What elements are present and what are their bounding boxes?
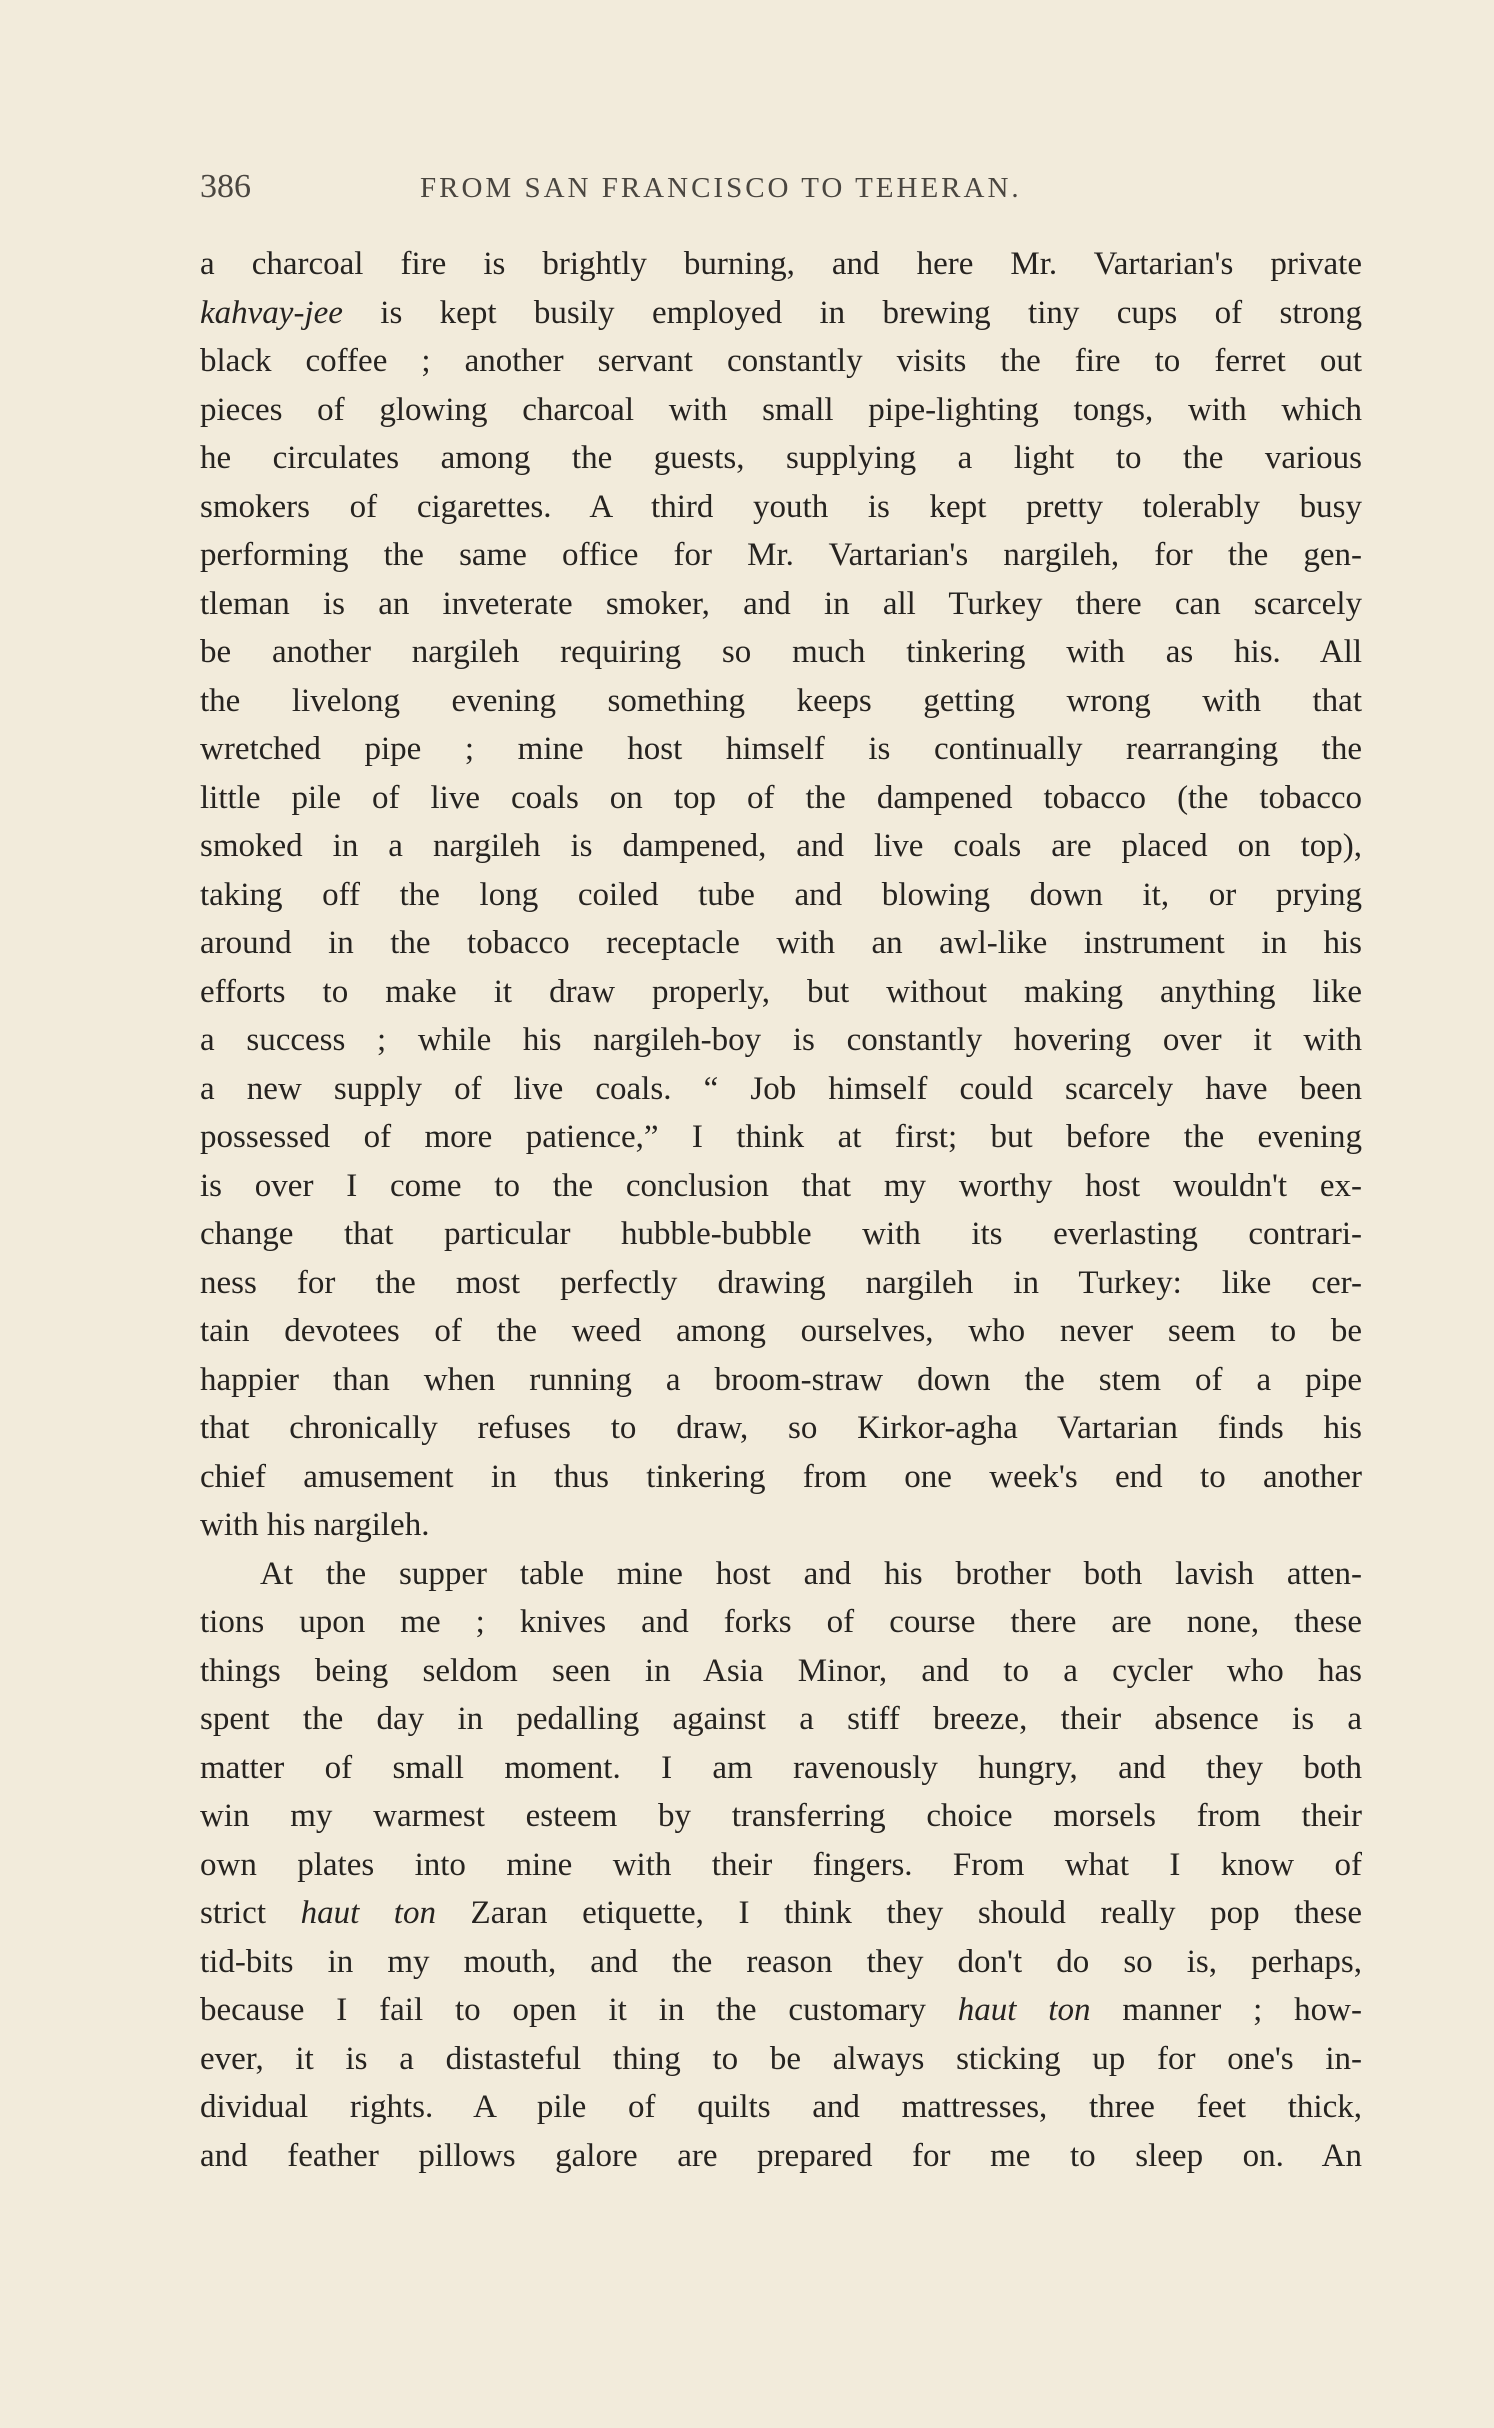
text-line: taking off the long coiled tube and blowing down it, or prying [200,876,1362,913]
text-line: the livelong evening something keeps getting wrong with that [200,682,1362,719]
text-line: tid-bits in my mouth, and the reason they don't do so is, perhaps, [200,1943,1362,1980]
text-line: smokers of cigarettes. A third youth is kept pretty tolerably busy [200,488,1362,525]
text-line: win my warmest esteem by transferring choice morsels from their [200,1798,1362,1834]
text-line: tions upon me ; knives and forks of course there are none, these [200,1604,1362,1640]
running-title: FROM SAN FRANCISCO TO TEHERAN. [420,172,1022,204]
text-line: and feather pillows galore are prepared for me to sleep on. An [200,2137,1362,2174]
page-number: 386 [200,168,251,205]
text-segment: is kept busily employed in brewing tiny cups of strong [342,294,1362,331]
text-line: that chronically refuses to draw, so Kirkor-agha Vartarian finds his [200,1410,1362,1446]
text-line: dividual rights. A pile of quilts and mattresses, three feet thick, [200,2089,1362,2125]
text-line: own plates into mine with their fingers. From what I know of [200,1846,1362,1883]
text-line: matter of small moment. I am ravenously hungry, and they both [200,1749,1362,1786]
text-line [200,289,1362,338]
text-line: spent the day in pedalling against a stiff breeze, their absence is a [200,1701,1362,1737]
text-line [200,1986,1362,2035]
text-line: things being seldom seen in Asia Minor, and to a cycler who has [200,1652,1362,1689]
text-line: chief amusement in thus tinkering from one week's end to another [200,1458,1362,1495]
text-line: possessed of more patience,” I think at first; but before the evening [200,1119,1362,1155]
text-line [200,1889,1362,1938]
text-segment: strict [200,1895,301,1931]
text-line: around in the tobacco receptacle with an awl-like instrument in his [200,925,1362,961]
text-line: be another nargileh requiring so much tinkering with as his. All [200,634,1362,670]
italic-term: kahvay-jee [200,294,343,331]
text-line: tain devotees of the weed among ourselves, who never seem to be [200,1313,1362,1349]
text-line: pieces of glowing charcoal with small pipe-lighting tongs, with which [200,391,1362,428]
text-line: is over I come to the conclusion that my worthy host wouldn't ex- [200,1167,1362,1204]
text-segment: because I fail to open it in the customary [200,1992,958,2028]
italic-term: haut ton [300,1895,436,1931]
text-line: performing the same office for Mr. Vartarian's nargileh, for the gen- [200,537,1362,573]
text-line: At the supper table mine host and his brother both lavish atten- [260,1555,1362,1592]
text-line: a success ; while his nargileh-boy is constantly hovering over it with [200,1022,1362,1058]
text-line: happier than when running a broom-straw down the stem of a pipe [200,1361,1362,1398]
text-line: he circulates among the guests, supplying a light to the various [200,440,1362,476]
text-segment: manner ; how- [1090,1992,1362,2028]
text-line: ness for the most perfectly drawing nargileh in Turkey: like cer- [200,1264,1362,1301]
text-line: with his nargileh. [200,1507,430,1543]
body-text [200,240,1362,2180]
text-line: tleman is an inveterate smoker, and in all Turkey there can scarcely [200,585,1362,622]
text-line: a new supply of live coals. “ Job himself could scarcely have been [200,1070,1362,1107]
text-line: change that particular hubble-bubble with its everlasting contrari- [200,1216,1362,1252]
italic-term: haut ton [957,1992,1091,2028]
text-segment: Zaran etiquette, I think they should really pop these [435,1895,1363,1931]
text-line: little pile of live coals on top of the dampened tobacco (the tobacco [200,779,1362,816]
text-line: efforts to make it draw properly, but without making anything like [200,973,1362,1010]
page-header [200,168,1360,216]
text-line: wretched pipe ; mine host himself is continually rearranging the [200,731,1362,767]
text-line: black coffee ; another servant constantly visits the fire to ferret out [200,343,1362,379]
text-line: smoked in a nargileh is dampened, and live coals are placed on top), [200,828,1362,864]
text-line: ever, it is a distasteful thing to be always sticking up for one's in- [200,2040,1362,2077]
text-line: a charcoal fire is brightly burning, and here Mr. Vartarian's private [200,246,1362,282]
